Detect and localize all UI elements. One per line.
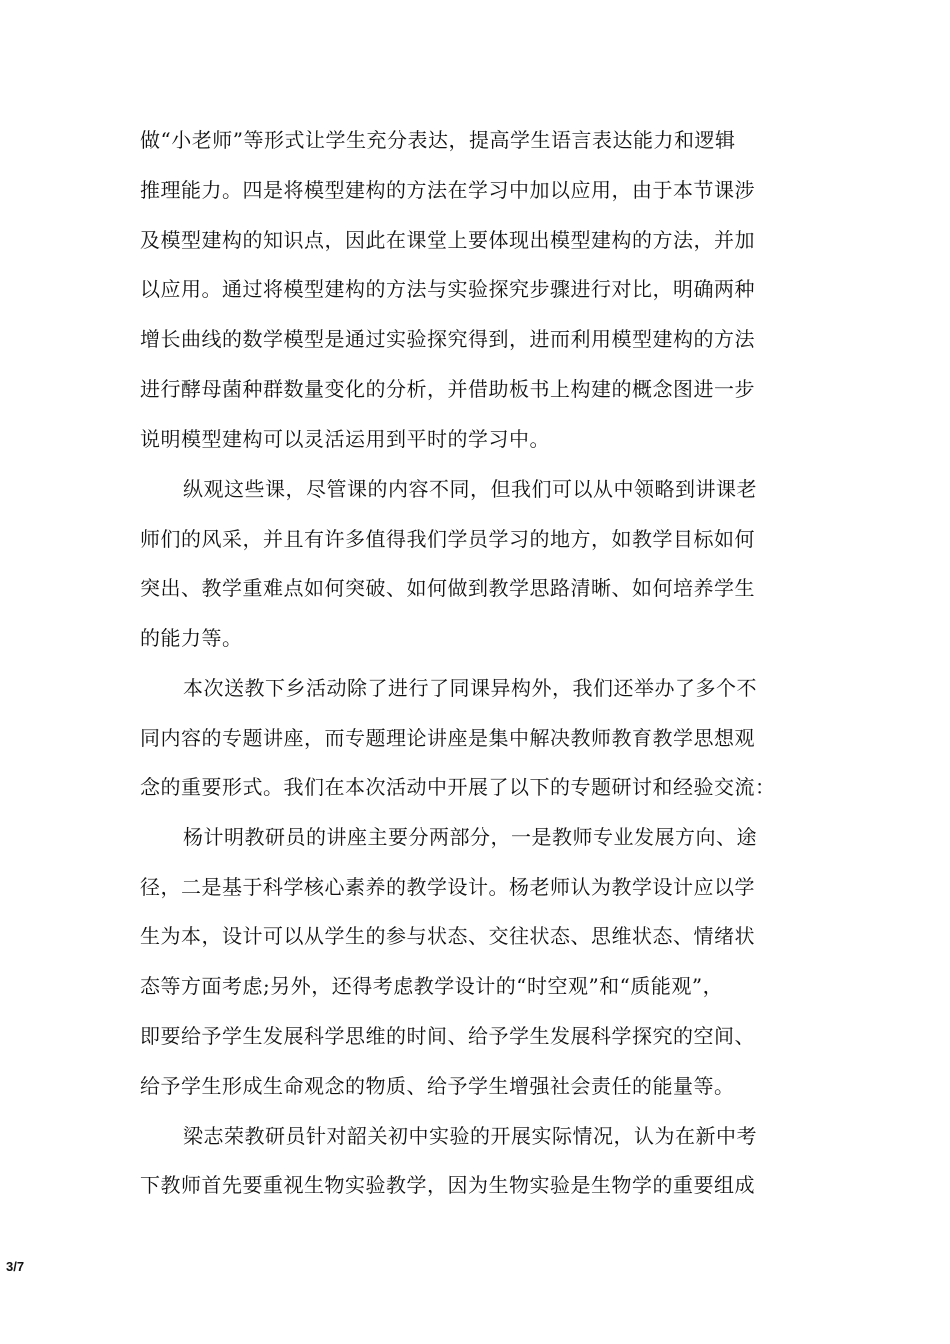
text-line: 下教师首先要重视生物实验教学，因为生物实验是生物学的重要组成 <box>140 1173 755 1197</box>
text-line: 纵观这些课，尽管课的内容不同，但我们可以从中领略到讲课老 <box>183 477 757 501</box>
text-line: 即要给予学生发展科学思维的时间、给予学生发展科学探究的空间、 <box>140 1024 755 1048</box>
text-line: 增长曲线的数学模型是通过实验探究得到，进而利用模型建构的方法 <box>140 327 755 351</box>
text-line: 给予学生形成生命观念的物质、给予学生增强社会责任的能量等。 <box>140 1074 735 1098</box>
text-line: 同内容的专题讲座，而专题理论讲座是集中解决教师教育教学思想观 <box>140 726 755 750</box>
text-line: 以应用。通过将模型建构的方法与实验探究步骤进行对比，明确两种 <box>140 277 755 301</box>
text-line: 进行酵母菌种群数量变化的分析，并借助板书上构建的概念图进一步 <box>140 377 755 401</box>
text-line: 径，二是基于科学核心素养的教学设计。杨老师认为教学设计应以学 <box>140 875 755 899</box>
text-line: 推理能力。四是将模型建构的方法在学习中加以应用，由于本节课涉 <box>140 178 755 202</box>
text-line: 的能力等。 <box>140 626 243 650</box>
text-line: 杨计明教研员的讲座主要分两部分，一是教师专业发展方向、途 <box>183 825 757 849</box>
text-line: 师们的风采，并且有许多值得我们学员学习的地方，如教学目标如何 <box>140 527 755 551</box>
text-line: 念的重要形式。我们在本次活动中开展了以下的专题研讨和经验交流： <box>140 775 776 799</box>
text-line: 态等方面考虑;另外，还得考虑教学设计的“时空观”和“质能观”， <box>140 974 724 998</box>
text-line: 突出、教学重难点如何突破、如何做到教学思路清晰、如何培养学生 <box>140 576 755 600</box>
text-line: 生为本，设计可以从学生的参与状态、交往状态、思维状态、情绪状 <box>140 924 755 948</box>
text-line: 做“小老师”等形式让学生充分表达，提高学生语言表达能力和逻辑 <box>140 128 736 152</box>
page-number: 3/7 <box>6 1259 25 1274</box>
text-line: 本次送教下乡活动除了进行了同课异构外，我们还举办了多个不 <box>183 676 757 700</box>
text-line: 梁志荣教研员针对韶关初中实验的开展实际情况，认为在新中考 <box>183 1124 757 1148</box>
text-line: 及模型建构的知识点，因此在课堂上要体现出模型建构的方法，并加 <box>140 228 755 252</box>
text-line: 说明模型建构可以灵活运用到平时的学习中。 <box>140 427 550 451</box>
